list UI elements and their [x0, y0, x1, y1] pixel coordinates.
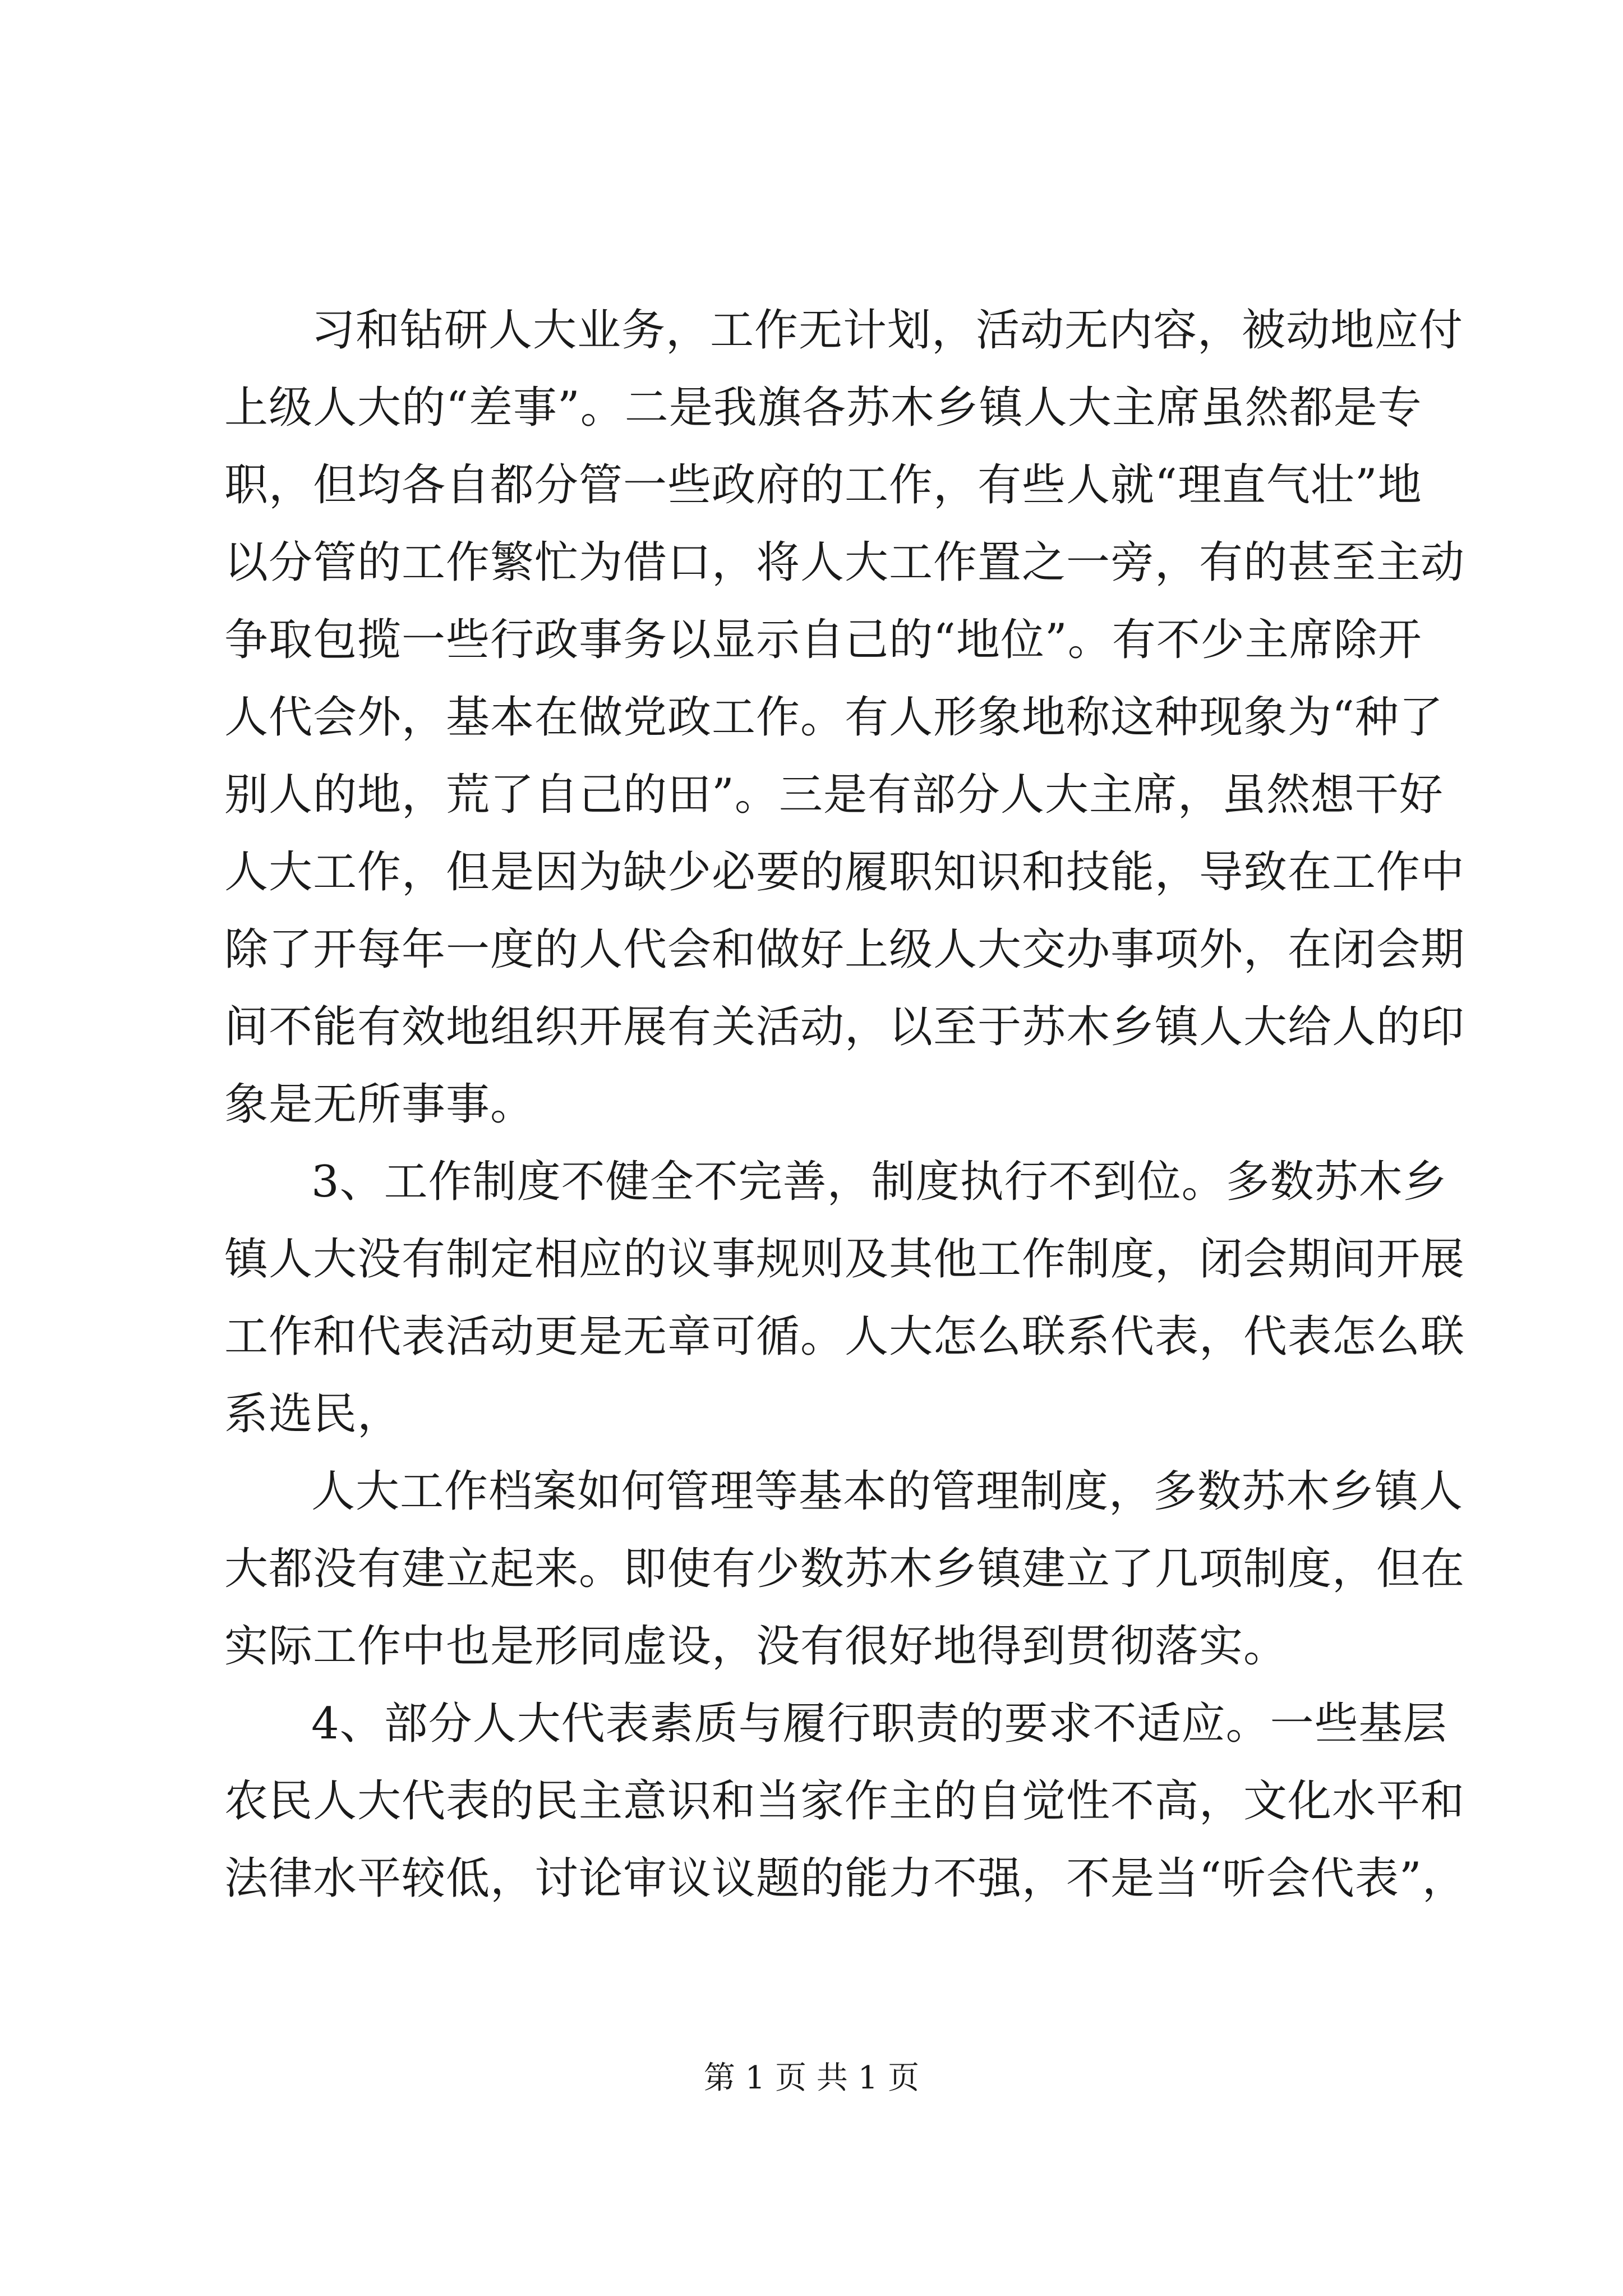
text-line: 4、部分人大代表素质与履行职责的要求不适应。一些基层 — [311, 1699, 1447, 1749]
text-line: 系选民， — [224, 1389, 402, 1439]
text-line: 实际工作中也是形同虚设，没有很好地得到贯彻落实。 — [224, 1621, 1288, 1672]
text-line: 象是无所事事。 — [224, 1079, 535, 1130]
text-line: 以分管的工作繁忙为借口，将人大工作置之一旁，有的甚至主动 — [224, 537, 1465, 588]
page-number-label: 第 1 页 共 1 页 — [703, 2060, 920, 2096]
text-line: 法律水平较低，讨论审议议题的能力不强，不是当“听会代表”， — [224, 1853, 1467, 1904]
text-line: 大都没有建立起来。即使有少数苏木乡镇建立了几项制度，但在 — [224, 1544, 1465, 1594]
text-line: 争取包揽一些行政事务以显示自己的“地位”。有不少主席除开 — [224, 615, 1422, 665]
text-line: 习和钻研人大业务，工作无计划，活动无内容，被动地应付 — [311, 305, 1464, 356]
text-line: 3、工作制度不健全不完善，制度执行不到位。多数苏木乡 — [311, 1157, 1447, 1207]
document-body — [224, 292, 1467, 1917]
text-line: 人大工作档案如何管理等基本的管理制度，多数苏木乡镇人 — [311, 1466, 1464, 1517]
text-line: 工作和代表活动更是无章可循。人大怎么联系代表，代表怎么联 — [224, 1312, 1465, 1362]
text-line: 人代会外，基本在做党政工作。有人形象地称这种现象为“种了 — [224, 692, 1444, 743]
text-line: 职，但均各自都分管一些政府的工作，有些人就“理直气壮”地 — [224, 460, 1422, 510]
text-line: 别人的地，荒了自己的田”。三是有部分人大主席，虽然想干好 — [224, 770, 1444, 820]
text-line: 间不能有效地组织开展有关活动，以至于苏木乡镇人大给人的印 — [224, 1002, 1465, 1052]
text-line: 农民人大代表的民主意识和当家作主的自觉性不高，文化水平和 — [224, 1776, 1465, 1826]
page-footer — [0, 2056, 1623, 2101]
text-line: 人大工作，但是因为缺少必要的履职知识和技能，导致在工作中 — [224, 847, 1465, 898]
text-line: 镇人大没有制定相应的议事规则及其他工作制度，闭会期间开展 — [224, 1234, 1465, 1285]
text-line: 上级人大的“差事”。二是我旗各苏木乡镇人大主席虽然都是专 — [224, 383, 1422, 433]
text-line: 除了开每年一度的人代会和做好上级人大交办事项外，在闭会期 — [224, 924, 1465, 975]
